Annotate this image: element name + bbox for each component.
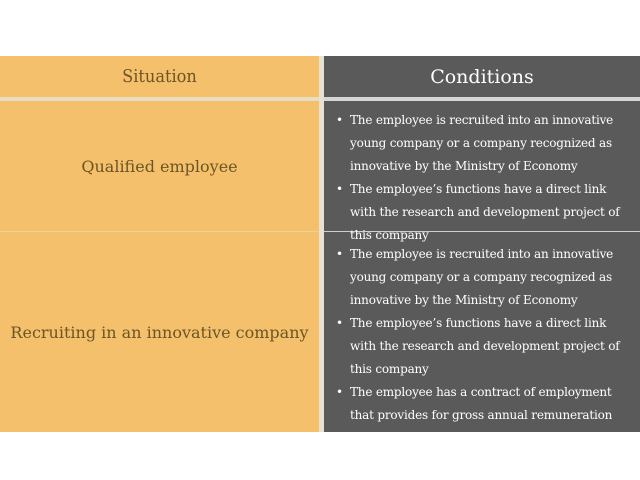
bullet-icon: •: [336, 385, 343, 399]
condition-item: [328, 178, 630, 247]
header-situation: Situation: [0, 56, 319, 97]
condition-text: The employee’s functions have a direct link with the research and development project of this company: [350, 182, 620, 242]
situation-recruiting-innovative: Recruiting in an innovative company: [0, 231, 319, 432]
condition-item: [328, 109, 630, 178]
situation-qualified-employee: Qualified employee: [0, 101, 319, 231]
bullet-icon: •: [336, 113, 343, 127]
condition-text: The employee is recruited into an innovative young company or a company recognized as innovative by the Ministry of Economy: [350, 247, 614, 307]
conditions-qualified-employee: [324, 101, 640, 242]
bullet-icon: •: [336, 316, 343, 330]
condition-text: The employee’s functions have a direct link with the research and development project of this company: [350, 316, 620, 376]
header-conditions: Conditions: [324, 56, 640, 97]
condition-text: The employee is recruited into an innovative young company or a company recognized as innovative by the Ministry of Economy: [350, 113, 614, 173]
bullet-icon: •: [336, 182, 343, 196]
bullet-icon: •: [336, 247, 343, 261]
conditions-list: [328, 109, 630, 247]
conditions-table: [0, 56, 640, 445]
condition-item: [328, 381, 630, 450]
condition-text: The employee has a contract of employment that provides for gross annual remuneration equal to or greater than €36,946.00: [350, 385, 613, 445]
condition-item: [328, 243, 630, 312]
conditions-recruiting-innovative: [324, 231, 640, 445]
conditions-list: [328, 243, 630, 450]
condition-item: [328, 312, 630, 381]
